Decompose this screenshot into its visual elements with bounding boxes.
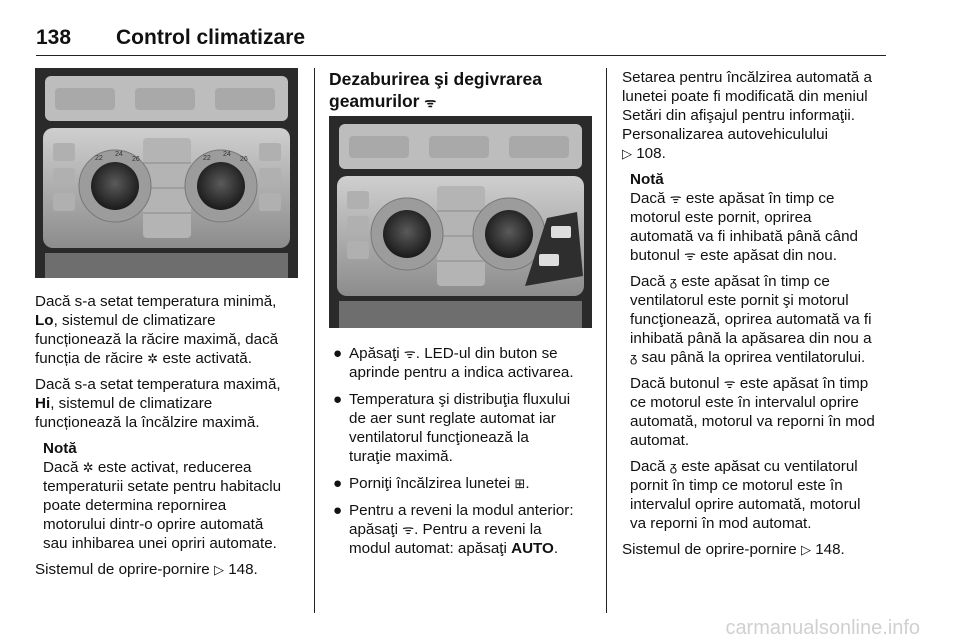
page-title: Control climatizare xyxy=(116,26,306,49)
fan-icon: ᵹ xyxy=(630,350,638,365)
paragraph-lo: Dacă s-a setat temperatura minimă, Lo, sistemul de climatizare funcționează la răcire maximă, dacă funcția de răcire ✲ este activată. xyxy=(35,293,279,367)
ref-arrow-icon: ▷ xyxy=(213,562,224,577)
reference-link[interactable]: 148. xyxy=(815,541,845,558)
list-item: ● Porniţi încălzirea lunetei ⊞. xyxy=(333,475,530,492)
fan-icon: ᵹ xyxy=(669,459,677,474)
auto-label: AUTO xyxy=(511,540,554,557)
fan-icon: ᵹ xyxy=(669,274,677,289)
snowflake-icon: ✲ xyxy=(147,351,159,366)
section-heading: Dezaburirea şi degivrarea geamurilor ᯤ xyxy=(329,69,543,111)
snowflake-icon: ✲ xyxy=(82,460,94,475)
note-title: Notă xyxy=(630,171,664,188)
note-paragraph: Dacă ᵹ este apăsat în timp ce ventilatorul este pornit şi motorul funcţionează, oprirea automată va fi inhibată până la apăsarea din nou a ᵹ sau până la oprirea ventilatorului. xyxy=(630,273,872,366)
cross-reference: Sistemul de oprire-pornire ▷ 148. xyxy=(622,541,845,558)
knob-label: 24 xyxy=(223,151,231,158)
header-rule xyxy=(36,55,886,56)
cross-reference: Sistemul de oprire-pornire ▷ 148. xyxy=(35,561,258,578)
knob-label: 26 xyxy=(132,156,140,163)
note-block xyxy=(43,439,307,553)
windshield-defrost-icon: ᯤ xyxy=(684,248,696,263)
column-2-heading-block xyxy=(329,68,601,126)
ref-arrow-icon: ▷ xyxy=(800,542,811,557)
list-item: ● Pentru a reveni la modul anterior: apăsaţi ᯤ. Pentru a reveni la modul automat: apăsaţi AUTO. xyxy=(333,502,574,557)
instruction-list xyxy=(333,344,601,558)
climate-panel-defrost-illustration xyxy=(329,116,592,328)
footer xyxy=(0,612,960,642)
note-paragraph: Dacă ᵹ este apăsat cu ventilatorul pornit în timp ce motorul este în intervalul oprire automată, motorul va reporni în mod automat. xyxy=(630,458,861,532)
climate-panel-photo-2 xyxy=(329,116,592,328)
climate-panel-photo-1 xyxy=(35,68,298,278)
rear-window-heating-icon: ⊞ xyxy=(514,476,526,491)
note-text: Dacă ✲ este activat, reducerea temperaturii setate pentru habitaclu poate determina repornirea motorului dintr-o oprire automată sau inhibarea unei opriri automate. xyxy=(43,459,282,552)
reference-link[interactable]: 148. xyxy=(228,561,258,578)
column-1 xyxy=(35,292,307,586)
note-paragraph: Dacă butonul ᯤ este apăsat în timp ce motorul este în intervalul oprire automată, motorul va reporni în mod automat. xyxy=(630,375,875,449)
paragraph-settings: Setarea pentru încălzirea automată a lunetei poate fi modificată din meniul Setări din afişajul pentru informaţii. Personalizarea autovehiculului ▷ 108. xyxy=(622,69,872,162)
column-divider-1 xyxy=(314,68,315,613)
note-block xyxy=(630,170,890,533)
windshield-defrost-icon: ᯤ xyxy=(403,346,416,361)
list-item: ● Temperatura şi distribuţia fluxului de aer sunt reglate automat iar ventilatorul funcţionează la turaţie maximă. xyxy=(333,391,571,465)
page-header xyxy=(36,22,886,58)
knob-label: 26 xyxy=(240,156,248,163)
windshield-defrost-icon: ᯤ xyxy=(723,376,736,391)
windshield-defrost-icon: ᯤ xyxy=(669,191,682,206)
page-number: 138 xyxy=(36,26,72,49)
ref-arrow-icon: ▷ xyxy=(622,146,632,161)
knob-label: 22 xyxy=(203,155,211,162)
list-item: ● Apăsaţi ᯤ. LED-ul din buton se aprinde pentru a indica activarea. xyxy=(333,345,574,381)
column-divider-2 xyxy=(606,68,607,613)
knob-label: 22 xyxy=(95,155,103,162)
climate-panel-illustration xyxy=(35,68,298,278)
column-3 xyxy=(622,68,890,566)
knob-label: 24 xyxy=(115,151,123,158)
watermark: carmanualsonline.info xyxy=(725,617,920,639)
reference-link[interactable]: 108. xyxy=(636,145,666,162)
windshield-defrost-icon: ᯤ xyxy=(402,522,415,537)
column-2-bullets xyxy=(333,344,601,566)
paragraph-hi: Dacă s-a setat temperatura maximă, Hi, sistemul de climatizare funcționează la încălzire maximă. xyxy=(35,376,281,431)
note-paragraph: Dacă ᯤ este apăsat în timp ce motorul este pornit, oprirea automată va fi inhibată până când butonul ᯤ este apăsat din nou. xyxy=(630,190,858,264)
note-title: Notă xyxy=(43,440,77,457)
windshield-defrost-icon: ᯤ xyxy=(424,95,437,110)
